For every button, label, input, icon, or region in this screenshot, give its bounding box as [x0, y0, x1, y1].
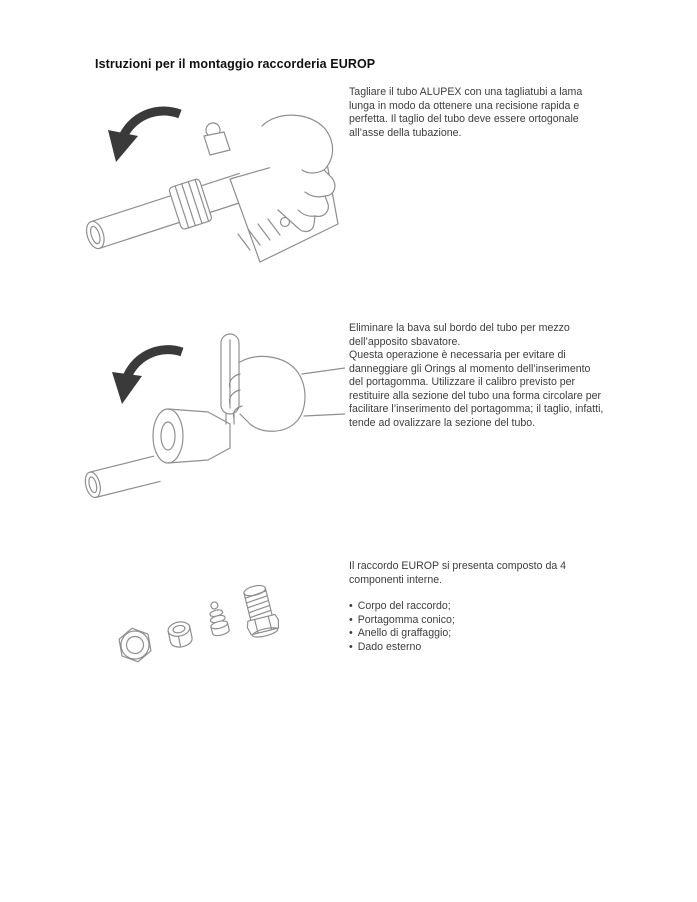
- list-item: [349, 600, 606, 614]
- step-1-text: [349, 86, 606, 140]
- pipe-cutter-cutting-tube-drawing: [80, 84, 345, 279]
- hex-nut-part: [118, 626, 153, 665]
- pipe-cutting-illustration: [80, 84, 345, 279]
- fitting-components-drawing: [105, 572, 300, 677]
- list-item-label: Corpo del raccordo;: [357, 600, 451, 612]
- page-title: Istruzioni per il montaggio raccorderia EUROP: [95, 57, 376, 71]
- fitting-body-part: [238, 582, 281, 639]
- conical-hose-barb-part: [205, 600, 230, 637]
- paragraph: Il raccordo EUROP si presenta composto da 4 componenti interne.: [349, 560, 567, 586]
- paragraph: Eliminare la bava sul bordo del tubo per mezzo dell’apposito sbavatore.: [349, 322, 570, 348]
- paragraph: Questa operazione è necessaria per evitare di danneggiare gli Orings al momento dell’inserimento del portagomma. Utilizzare il calibro previsto per restituire alla sezione del tubo una forma circolare per facilitare l’inserimento del portagomma; il taglio, infatti, tende ad ovalizzare la sezione del tubo.: [349, 349, 604, 429]
- rotation-arrow-icon: [112, 350, 182, 404]
- component-list: [349, 600, 606, 654]
- paragraph: Tagliare il tubo ALUPEX con una tagliatubi a lama lunga in modo da ottenere una recisione rapida e perfetta. Il taglio del tubo deve essere ortogonale all’asse della tubazione.: [349, 86, 583, 139]
- list-item: [349, 641, 606, 655]
- list-item: [349, 627, 606, 641]
- list-item-label: Portagomma conico;: [357, 613, 455, 626]
- deburring-tool-drawing: [80, 318, 345, 518]
- step-3-text: [349, 560, 606, 654]
- fitting-components-illustration: [105, 572, 300, 677]
- bullet-marker: •: [349, 627, 353, 639]
- list-item-label: Anello di graffaggio;: [357, 627, 452, 639]
- list-item: [349, 614, 606, 628]
- deburring-illustration: [80, 318, 345, 518]
- split-ring-part: [167, 620, 194, 649]
- step-2-text: [349, 322, 606, 430]
- bullet-marker: •: [349, 613, 353, 626]
- list-item-label: Dado esterno: [357, 640, 422, 653]
- rotation-arrow-icon: [108, 111, 180, 162]
- deburring-tool-line-art: [83, 334, 345, 499]
- components-line-art: [118, 582, 282, 664]
- bullet-marker: •: [349, 600, 353, 612]
- bullet-marker: •: [349, 640, 353, 653]
